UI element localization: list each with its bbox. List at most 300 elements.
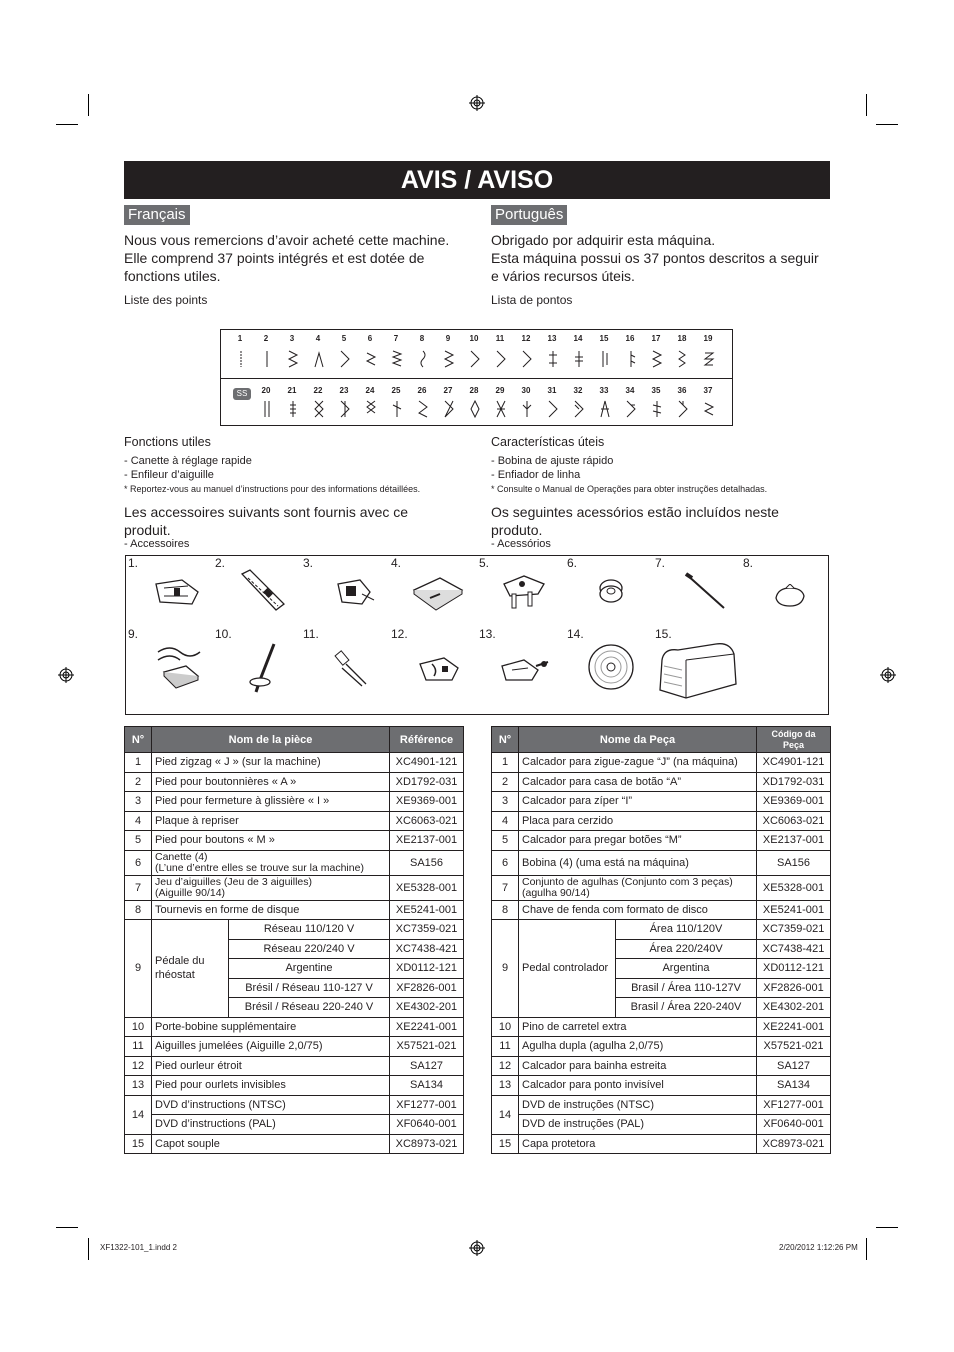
dvd-icon — [586, 642, 636, 692]
column-header: Nom de la pièce — [152, 727, 390, 753]
accessory-number: 11. — [303, 627, 319, 641]
stitch-pattern-icon — [261, 348, 273, 370]
intro-text-french — [124, 231, 469, 285]
accessory-number: 10. — [215, 627, 232, 641]
part-code: XC4901-121 — [757, 753, 831, 773]
part-name: Pedal controlador — [519, 920, 616, 1018]
button-foot-icon — [498, 570, 550, 612]
part-code: XC7359-021 — [390, 920, 464, 940]
row-number: 4 — [125, 811, 152, 831]
part-name: Plaque à repriser — [152, 811, 390, 831]
footer-filename: XF1322-101_1.indd 2 — [100, 1243, 177, 1252]
table-row — [125, 772, 464, 792]
part-name-line: Conjunto de agulhas (Conjunto com 3 peças) — [522, 875, 733, 888]
row-number: 14 — [125, 1095, 152, 1134]
part-code: XE4302-201 — [390, 998, 464, 1018]
part-name: Calcador para bainha estreita — [519, 1056, 757, 1076]
table-row — [125, 920, 464, 940]
stitch-number: 9 — [445, 334, 451, 343]
part-code: XC7438-421 — [390, 939, 464, 959]
part-code: XF1277-001 — [390, 1095, 464, 1115]
accessories-intro-portuguese: Os seguintes acessórios estão incluídos neste produto. — [491, 504, 779, 538]
table-row — [492, 850, 831, 875]
stitch-pattern-icon — [625, 348, 637, 370]
part-name: Calcador para pregar botões “M” — [519, 831, 757, 851]
part-code: XF2826-001 — [390, 978, 464, 998]
stitch-pattern-icon — [651, 348, 663, 370]
part-code: SA156 — [757, 850, 831, 875]
stitch-pattern-icon — [443, 398, 455, 420]
stitch-pattern-icon — [547, 348, 559, 370]
row-number: 9 — [125, 920, 152, 1018]
table-row — [125, 1095, 464, 1115]
column-header: Código da Peça — [757, 727, 831, 753]
part-variant: Réseau 110/120 V — [229, 920, 390, 940]
darning-plate-icon — [410, 574, 466, 612]
stitch-number: 34 — [625, 386, 635, 395]
stitch-number: 31 — [547, 386, 557, 395]
lang-label-portuguese: Português — [491, 205, 567, 225]
table-header-row — [125, 727, 464, 753]
part-name: Calcador para ponto invisível — [519, 1076, 757, 1096]
part-code: XE9369-001 — [757, 792, 831, 812]
registration-mark-icon — [469, 1240, 485, 1256]
part-name: DVD d’instructions (PAL) — [152, 1115, 390, 1135]
row-number: 11 — [125, 1037, 152, 1057]
stitch-number: 29 — [495, 386, 505, 395]
part-variant: Área 220/240V — [616, 939, 757, 959]
accessory-number: 2. — [215, 556, 226, 570]
stitch-pattern-icon — [651, 398, 663, 420]
part-code: XD0112-121 — [757, 959, 831, 979]
row-number: 14 — [492, 1095, 519, 1134]
part-name: Pino de carretel extra — [519, 1017, 757, 1037]
part-code: XF2826-001 — [757, 978, 831, 998]
row-number: 7 — [492, 875, 519, 900]
accessory-number: 6. — [567, 556, 578, 570]
stitch-pattern-icon — [313, 398, 325, 420]
row-number: 13 — [492, 1076, 519, 1096]
row-number: 1 — [492, 753, 519, 773]
row-number: 4 — [492, 811, 519, 831]
bobbin-icon — [596, 576, 626, 606]
part-name: Pied pour boutonnières « A » — [152, 772, 390, 792]
stitch-number: 33 — [599, 386, 609, 395]
part-code: X57521-021 — [390, 1037, 464, 1057]
table-row — [125, 811, 464, 831]
crop-mark — [876, 124, 898, 125]
stitch-pattern-icon — [443, 348, 455, 370]
accessory-number: 14. — [567, 627, 584, 641]
row-number: 6 — [492, 850, 519, 875]
lang-label-french: Français — [124, 205, 190, 225]
parts-table-portuguese — [491, 726, 831, 1154]
stitch-pattern-icon — [495, 348, 507, 370]
stitch-number: 10 — [469, 334, 479, 343]
stitch-number: 35 — [651, 386, 661, 395]
features-note-french: * Reportez-vous au manuel d’instructions pour des informations détaillées. — [124, 484, 421, 494]
table-row — [492, 1115, 831, 1135]
part-name: Aiguilles jumelées (Aiguille 2,0/75) — [152, 1037, 390, 1057]
row-number: 2 — [125, 772, 152, 792]
part-code: SA127 — [390, 1056, 464, 1076]
part-name: DVD de instruções (PAL) — [519, 1115, 757, 1135]
part-code: SA134 — [390, 1076, 464, 1096]
stitch-pattern-icon — [417, 348, 429, 370]
part-code: XC6063-021 — [757, 811, 831, 831]
row-number: 2 — [492, 772, 519, 792]
stitch-number: 3 — [289, 334, 295, 343]
row-number: 6 — [125, 850, 152, 875]
part-name: Chave de fenda com formato de disco — [519, 900, 757, 920]
stitch-number: 15 — [599, 334, 609, 343]
table-row — [125, 850, 464, 875]
row-number: 9 — [492, 920, 519, 1018]
accessory-number: 1. — [128, 556, 139, 570]
part-name-line: (agulha 90/14) — [522, 886, 590, 899]
stitch-pattern-icon — [521, 398, 533, 420]
registration-mark-icon — [880, 667, 896, 683]
stitch-number: 6 — [367, 334, 373, 343]
table-row — [492, 920, 831, 940]
part-name: Agulha dupla (agulha 2,0/75) — [519, 1037, 757, 1057]
table-row — [492, 1017, 831, 1037]
spool-pin-icon — [246, 642, 282, 694]
part-code: XE5328-001 — [390, 875, 464, 900]
intro-line: Esta máquina possui os 37 pontos descritos a seguir — [491, 250, 819, 266]
part-code: XF0640-001 — [390, 1115, 464, 1135]
stitch-number: 18 — [677, 334, 687, 343]
stitch-chart — [220, 329, 733, 426]
accessory-number: 15. — [655, 627, 672, 641]
part-name: Bobina (4) (uma está na máquina) — [519, 850, 757, 875]
part-variant: Brésil / Réseau 220-240 V — [229, 998, 390, 1018]
intro-line: e vários recursos úteis. — [491, 268, 635, 284]
part-code: XF0640-001 — [757, 1115, 831, 1135]
stitch-number: 8 — [419, 334, 425, 343]
part-code: XC7359-021 — [757, 920, 831, 940]
table-row — [125, 900, 464, 920]
stitch-number: 2 — [263, 334, 269, 343]
stitch-list-label-portuguese: Lista de pontos — [491, 293, 573, 307]
stitch-number: 7 — [393, 334, 399, 343]
accessory-number: 3. — [303, 556, 314, 570]
part-name: Capa protetora — [519, 1134, 757, 1154]
stitch-pattern-icon — [287, 348, 299, 370]
stitch-pattern-icon — [495, 398, 507, 420]
row-number: 15 — [125, 1134, 152, 1154]
row-number: 3 — [492, 792, 519, 812]
part-name: Pied zigzag « J » (sur la machine) — [152, 753, 390, 773]
footer-timestamp: 2/20/2012 1:12:26 PM — [779, 1243, 858, 1252]
narrow-hemmer-foot-icon — [416, 654, 462, 684]
twin-needle-icon — [330, 648, 370, 688]
part-code: XE2137-001 — [390, 831, 464, 851]
stitch-pattern-icon — [599, 348, 611, 370]
part-code: XC8973-021 — [390, 1134, 464, 1154]
table-row — [125, 1076, 464, 1096]
stitch-number: 25 — [391, 386, 401, 395]
registration-mark-icon — [469, 95, 485, 111]
feature-item: - Canette à réglage rapide — [124, 455, 252, 467]
accessory-number: 8. — [743, 556, 754, 570]
part-code: XD1792-031 — [390, 772, 464, 792]
table-row — [125, 1134, 464, 1154]
part-code: XF1277-001 — [757, 1095, 831, 1115]
part-code: XC6063-021 — [390, 811, 464, 831]
stitch-pattern-icon — [599, 398, 611, 420]
table-row — [492, 792, 831, 812]
stitch-pattern-icon — [365, 398, 377, 420]
table-row — [125, 1056, 464, 1076]
part-code: XE9369-001 — [390, 792, 464, 812]
part-name — [152, 850, 390, 875]
stitch-number: 20 — [261, 386, 271, 395]
part-name: Tournevis en forme de disque — [152, 900, 390, 920]
stitch-pattern-icon — [703, 398, 715, 420]
part-name: Pied pour boutons « M » — [152, 831, 390, 851]
part-code: XC8973-021 — [757, 1134, 831, 1154]
stitch-number: 16 — [625, 334, 635, 343]
part-code: SA156 — [390, 850, 464, 875]
ss-badge: SS — [233, 388, 251, 400]
part-code: XD0112-121 — [390, 959, 464, 979]
stitch-pattern-icon — [287, 398, 299, 420]
table-row — [125, 1037, 464, 1057]
column-header: N° — [492, 727, 519, 753]
stitch-pattern-icon — [469, 348, 481, 370]
part-code: XE4302-201 — [757, 998, 831, 1018]
stitch-divider — [221, 378, 732, 379]
crop-mark — [866, 1238, 867, 1260]
part-name-line: (Aiguille 90/14) — [155, 886, 226, 899]
stitch-pattern-icon — [391, 348, 403, 370]
stitch-pattern-icon — [235, 348, 247, 370]
stitch-number: 19 — [703, 334, 713, 343]
needle-icon — [682, 570, 728, 610]
part-variant: Brésil / Réseau 110-127 V — [229, 978, 390, 998]
stitch-number: 30 — [521, 386, 531, 395]
part-name — [152, 875, 390, 900]
table-row — [492, 875, 831, 900]
crop-mark — [56, 1227, 78, 1228]
accessory-number: 4. — [391, 556, 402, 570]
stitch-number: 11 — [495, 334, 505, 343]
stitch-number: 26 — [417, 386, 427, 395]
table-row — [125, 792, 464, 812]
table-row — [125, 1017, 464, 1037]
page-title: AVIS / AVISO — [124, 161, 830, 199]
part-code: XD1792-031 — [757, 772, 831, 792]
stitch-number: 5 — [341, 334, 347, 343]
table-row — [125, 875, 464, 900]
row-number: 15 — [492, 1134, 519, 1154]
column-header: Nome da Peça — [519, 727, 757, 753]
zipper-foot-icon — [332, 576, 376, 610]
stitch-number: 32 — [573, 386, 583, 395]
stitch-pattern-icon — [677, 348, 689, 370]
stitch-pattern-icon — [261, 398, 273, 420]
stitch-pattern-icon — [573, 398, 585, 420]
part-name: Calcador para casa de botão “A” — [519, 772, 757, 792]
part-variant: Área 110/120V — [616, 920, 757, 940]
stitch-number: 24 — [365, 386, 375, 395]
table-row — [492, 1037, 831, 1057]
stitch-number: 17 — [651, 334, 661, 343]
part-variant: Réseau 220/240 V — [229, 939, 390, 959]
crop-mark — [866, 94, 867, 116]
row-number: 11 — [492, 1037, 519, 1057]
foot-controller-icon — [150, 642, 206, 692]
intro-line: fonctions utiles. — [124, 268, 221, 284]
part-name: Placa para cerzido — [519, 811, 757, 831]
accessories-intro-french: Les accessoires suivants sont fournis avec ce produit. — [124, 504, 409, 538]
table-row — [492, 831, 831, 851]
table-row — [492, 900, 831, 920]
stitch-pattern-icon — [417, 398, 429, 420]
intro-line: Elle comprend 37 points intégrés et est dotée de — [124, 250, 425, 266]
table-row — [492, 772, 831, 792]
row-number: 12 — [125, 1056, 152, 1076]
stitch-number: 21 — [287, 386, 297, 395]
blind-stitch-foot-icon — [498, 652, 550, 686]
row-number: 3 — [125, 792, 152, 812]
crop-mark — [88, 94, 89, 116]
crop-mark — [88, 1238, 89, 1260]
table-row — [125, 1115, 464, 1135]
stitch-pattern-icon — [339, 398, 351, 420]
row-number: 13 — [125, 1076, 152, 1096]
features-heading-french: Fonctions utiles — [124, 435, 211, 449]
stitch-number: 22 — [313, 386, 323, 395]
crop-mark — [876, 1227, 898, 1228]
row-number: 10 — [125, 1017, 152, 1037]
features-heading-portuguese: Características úteis — [491, 435, 605, 449]
table-row — [492, 1056, 831, 1076]
table-row — [492, 1095, 831, 1115]
registration-mark-icon — [58, 667, 74, 683]
stitch-number: 36 — [677, 386, 687, 395]
stitch-pattern-icon — [625, 398, 637, 420]
part-name: Pied pour fermeture à glissière « I » — [152, 792, 390, 812]
part-name-line: (L’une d’entre elles se trouve sur la machine) — [155, 861, 364, 874]
part-code: XE5241-001 — [757, 900, 831, 920]
part-code: XC4901-121 — [390, 753, 464, 773]
row-number: 8 — [125, 900, 152, 920]
stitch-pattern-icon — [365, 348, 377, 370]
accessories-panel — [125, 555, 829, 715]
part-name: Pied ourleur étroit — [152, 1056, 390, 1076]
column-header: N° — [125, 727, 152, 753]
intro-text-portuguese — [491, 231, 836, 285]
accessory-number: 13. — [479, 627, 496, 641]
stitch-number: 13 — [547, 334, 557, 343]
table-header-row — [492, 727, 831, 753]
column-header: Référence — [390, 727, 464, 753]
stitch-pattern-icon — [547, 398, 559, 420]
intro-line: Nous vous remercions d’avoir acheté cette machine. — [124, 232, 450, 248]
part-name: Capot souple — [152, 1134, 390, 1154]
part-variant: Argentina — [616, 959, 757, 979]
part-name: Calcador para zíper “I” — [519, 792, 757, 812]
part-variant: Brasil / Área 110-127V — [616, 978, 757, 998]
part-name — [519, 875, 757, 900]
row-number: 8 — [492, 900, 519, 920]
feature-item: - Enfiador de linha — [491, 469, 581, 481]
part-variant: Argentine — [229, 959, 390, 979]
stitch-number: 27 — [443, 386, 453, 395]
zigzag-foot-icon — [152, 574, 202, 610]
accessory-number: 12. — [391, 627, 408, 641]
row-number: 5 — [125, 831, 152, 851]
stitch-number: 14 — [573, 334, 583, 343]
crop-mark — [56, 124, 78, 125]
table-row — [492, 753, 831, 773]
stitch-pattern-icon — [573, 348, 585, 370]
table-row — [125, 831, 464, 851]
part-code: XE5328-001 — [757, 875, 831, 900]
accessory-number: 7. — [655, 556, 666, 570]
stitch-number: 1 — [237, 334, 243, 343]
part-name: Calcador para zigue-zague “J” (na máquina) — [519, 753, 757, 773]
part-code: XE2137-001 — [757, 831, 831, 851]
table-row — [492, 1134, 831, 1154]
part-name: Pédale du rhéostat — [152, 920, 229, 1018]
parts-table-french — [124, 726, 464, 1154]
part-code: SA134 — [757, 1076, 831, 1096]
part-name: Porte-bobine supplémentaire — [152, 1017, 390, 1037]
stitch-pattern-icon — [521, 348, 533, 370]
row-number: 5 — [492, 831, 519, 851]
stitch-pattern-icon — [339, 348, 351, 370]
stitch-pattern-icon — [677, 398, 689, 420]
part-code: XE5241-001 — [390, 900, 464, 920]
accessory-number: 9. — [128, 627, 139, 641]
part-name: Pied pour ourlets invisibles — [152, 1076, 390, 1096]
part-name: DVD d’instructions (NTSC) — [152, 1095, 390, 1115]
intro-line: Obrigado por adquirir esta máquina. — [491, 232, 716, 248]
feature-item: - Enfileur d’aiguille — [124, 469, 214, 481]
part-name-line: Canette (4) — [155, 850, 208, 863]
part-code: SA127 — [757, 1056, 831, 1076]
stitch-list-label-french: Liste des points — [124, 293, 208, 307]
table-row — [125, 753, 464, 773]
stitch-number: 23 — [339, 386, 349, 395]
part-code: X57521-021 — [757, 1037, 831, 1057]
row-number: 1 — [125, 753, 152, 773]
table-row — [492, 1076, 831, 1096]
row-number: 10 — [492, 1017, 519, 1037]
disc-screwdriver-icon — [772, 584, 808, 610]
stitch-number: 28 — [469, 386, 479, 395]
stitch-number: 37 — [703, 386, 713, 395]
part-variant: Brasil / Área 220-240V — [616, 998, 757, 1018]
accessory-number: 5. — [479, 556, 490, 570]
part-name: DVD de instruções (NTSC) — [519, 1095, 757, 1115]
part-code: XE2241-001 — [390, 1017, 464, 1037]
stitch-pattern-icon — [469, 398, 481, 420]
part-name-line: Jeu d’aiguilles (Jeu de 3 aiguilles) — [155, 875, 313, 888]
stitch-number: 4 — [315, 334, 321, 343]
accessories-label-portuguese: - Acessórios — [491, 538, 551, 550]
feature-item: - Bobina de ajuste rápido — [491, 455, 614, 467]
table-row — [492, 811, 831, 831]
soft-cover-icon — [656, 640, 746, 702]
part-code: XC7438-421 — [757, 939, 831, 959]
stitch-pattern-icon — [313, 348, 325, 370]
stitch-pattern-icon — [703, 348, 715, 370]
row-number: 12 — [492, 1056, 519, 1076]
